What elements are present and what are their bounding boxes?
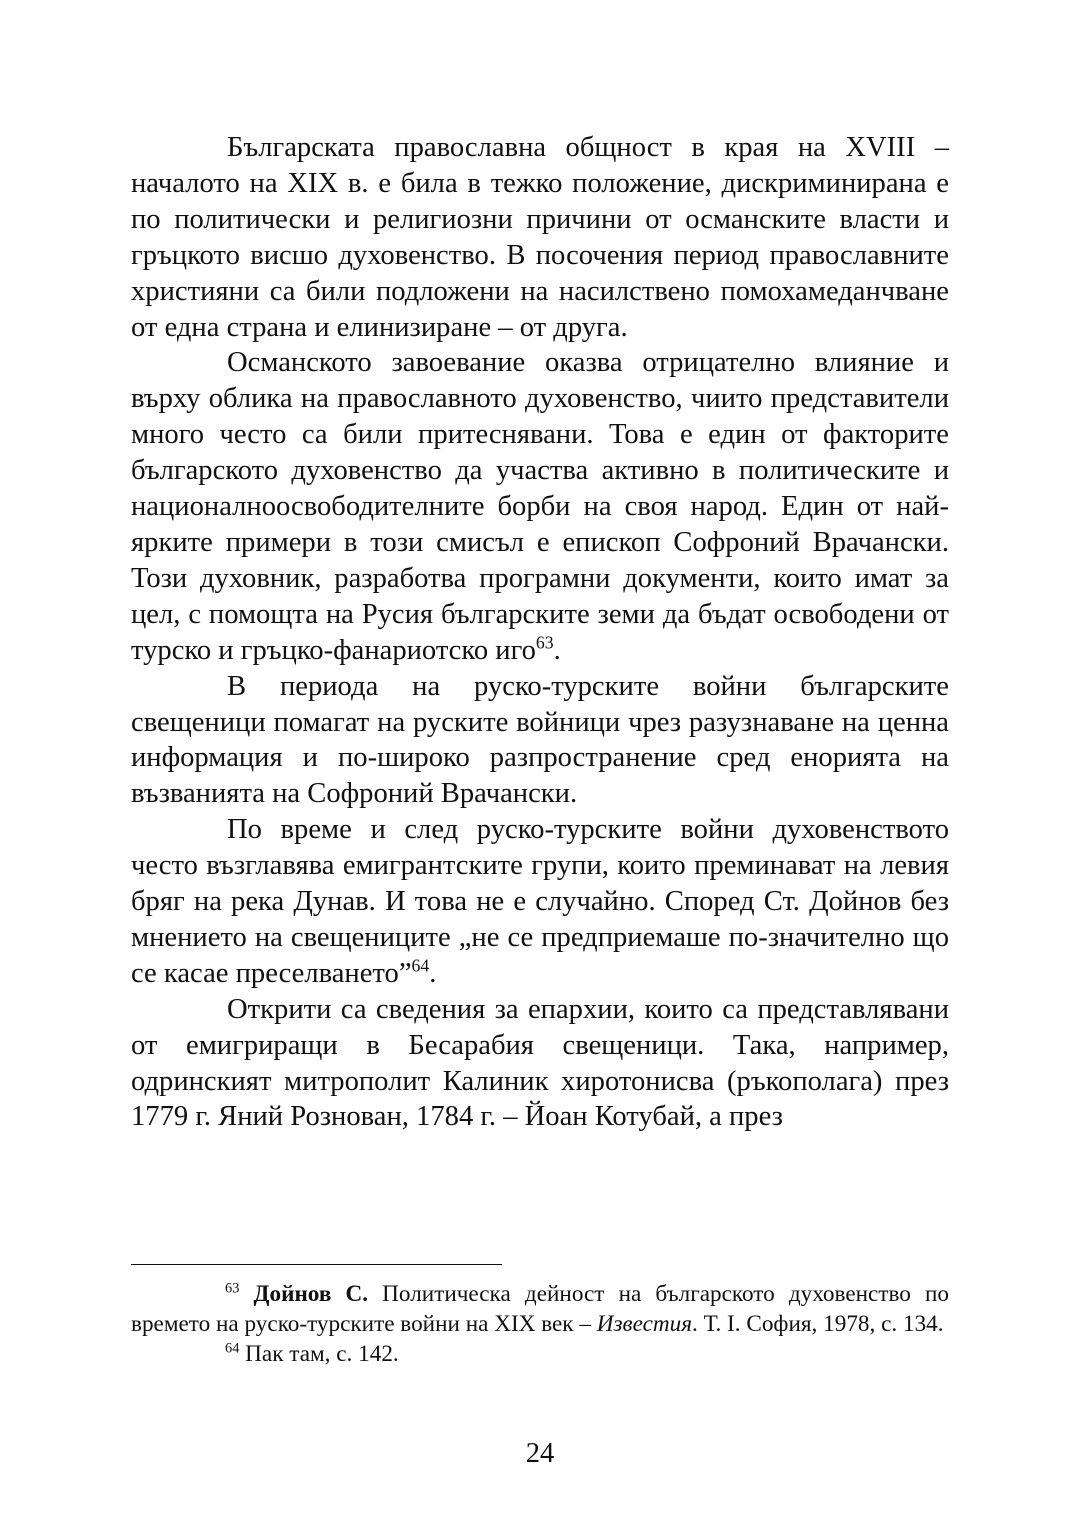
footnote-divider <box>131 1264 502 1265</box>
footnote-ref-63: 63 <box>535 632 554 653</box>
footnote-63-author: Дойнов С. <box>253 1281 369 1307</box>
paragraph-2-end: . <box>553 634 561 666</box>
footnote-63-journal: Известия <box>596 1311 693 1337</box>
paragraph-5 <box>131 992 949 1136</box>
paragraph-2 <box>131 345 949 668</box>
paragraph-1-text: Българската православна общност в края на XVIII – началото на XIX в. е била в тежко положение, дискриминирана е по политически и религиозни причини от османските власти и гръцкото висшо духовенство. В посочения период православните християни са били подложени на насилствено помохамеданчване от една страна и елинизиране – от друга. <box>131 132 949 343</box>
paragraph-1 <box>131 130 949 345</box>
paragraph-3-text: В периода на руско-турските войни българските свещеници помагат на руските войници чрез разузнаване на ценна информация и по-широко разпространение сред енорията на възванията на Софроний Врачански. <box>131 670 949 810</box>
footnote-63-text: Политическа дейност на българското духовенство по времето на руско-турските войни на XIX век – <box>131 1281 949 1337</box>
paragraph-4-end: . <box>429 957 437 989</box>
footnote-64 <box>131 1339 949 1369</box>
paragraph-4-text: По време и след руско-турските войни духовенството често възглавява емигрантските групи, които преминават на левия бряг на река Дунав. И това не е случайно. Според Ст. Дойнов без мнението на свещениците „не се предприемаше по-значително що се касае преселването” <box>131 814 949 989</box>
footnote-64-text: Пак там, с. 142. <box>239 1341 399 1367</box>
paragraph-5-text: Открити са сведения за епархии, които са представлявани от емигриращи в Бесарабия свещеници. Така, например, одринският митрополит Калиник хиротонисва (ръкополага) през 1779 г. Яний Рознован, 1784 г. – Йоан Котубай, а през <box>131 993 949 1133</box>
footnote-63-tail: . Т. I. София, 1978, с. 134. <box>692 1311 944 1337</box>
paragraph-4 <box>131 812 949 992</box>
main-text <box>131 130 949 1135</box>
paragraph-2-text: Османското завоевание оказва отрицателно влияние и върху облика на православното духовенство, чиито представители много често са били притеснявани. Това е един от факторите българското духовенство да участва активно в политическите и националноосвободителните борби на своя народ. Един от най-ярките примери в този смисъл е епископ Софроний Врачански. Този духовник, разработва програмни документи, които имат за цел, с помощта на Русия българските земи да бъдат освободени от турско и гръцко-фанариотско иго <box>131 347 949 666</box>
footnote-ref-64: 64 <box>411 955 430 976</box>
footnote-64-number: 64 <box>225 1340 240 1357</box>
footnote-63-number: 63 <box>225 1280 240 1297</box>
paragraph-3 <box>131 669 949 813</box>
page-number: 24 <box>525 1438 555 1469</box>
footnote-63 <box>131 1279 949 1339</box>
footnotes <box>131 1279 949 1369</box>
